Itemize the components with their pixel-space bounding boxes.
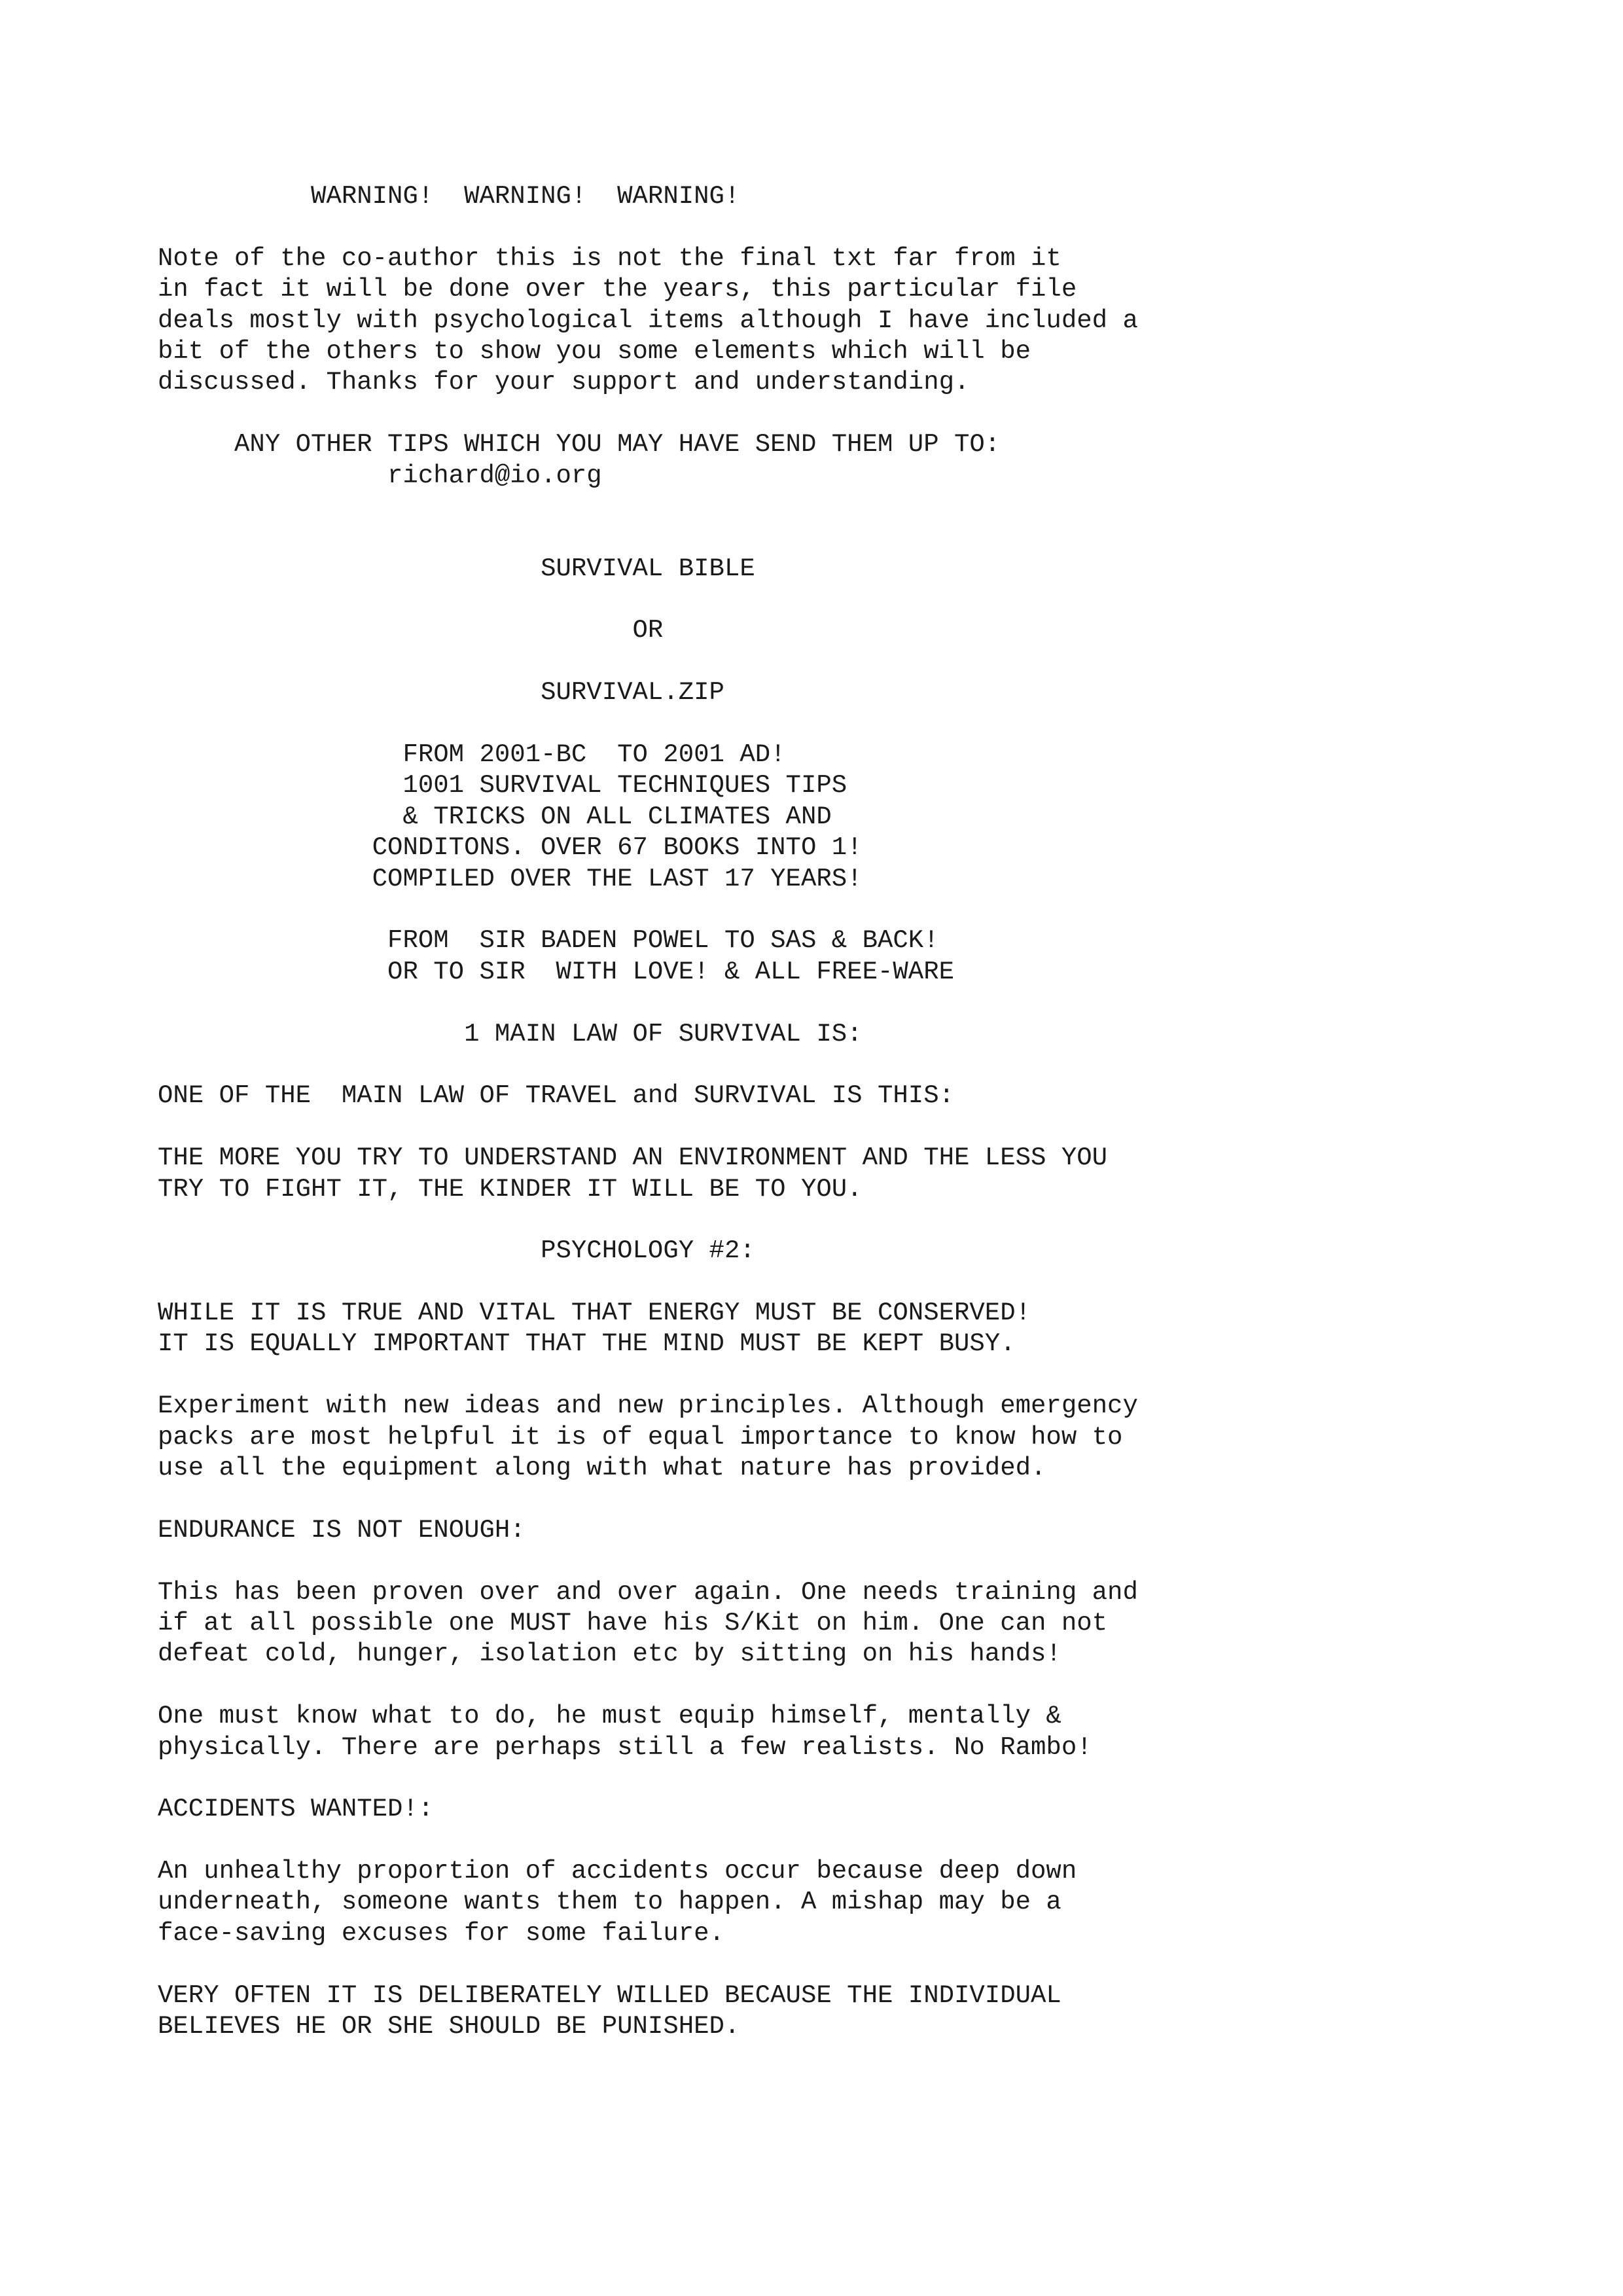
document-body xyxy=(158,181,1138,2042)
document-line xyxy=(158,1949,1138,1980)
document-line: THE MORE YOU TRY TO UNDERSTAND AN ENVIRONMENT AND THE LESS YOU xyxy=(158,1143,1108,1173)
document-line: COMPILED OVER THE LAST 17 YEARS! xyxy=(158,864,863,893)
document-line: OR xyxy=(158,616,664,645)
document-line: deals mostly with psychological items although I have included a xyxy=(158,306,1138,335)
document-line xyxy=(158,584,1138,615)
document-line xyxy=(158,1112,1138,1143)
document-line xyxy=(158,1360,1138,1391)
document-line xyxy=(158,1825,1138,1856)
document-line xyxy=(158,988,1138,1018)
document-line xyxy=(158,1670,1138,1701)
document-line xyxy=(158,1546,1138,1577)
document-line: PSYCHOLOGY #2: xyxy=(158,1236,755,1266)
document-line: An unhealthy proportion of accidents occur because deep down xyxy=(158,1857,1077,1886)
document-line xyxy=(158,1267,1138,1298)
document-line: TRY TO FIGHT IT, THE KINDER IT WILL BE TO YOU. xyxy=(158,1174,863,1204)
document-line xyxy=(158,647,1138,677)
document-line: 1001 SURVIVAL TECHNIQUES TIPS xyxy=(158,771,847,800)
document-line xyxy=(158,522,1138,553)
document-line: underneath, someone wants them to happen. A mishap may be a xyxy=(158,1888,1061,1917)
document-line: Note of the co-author this is not the final txt far from it xyxy=(158,243,1061,273)
document-line: if at all possible one MUST have his S/Kit on him. One can not xyxy=(158,1608,1108,1638)
document-line: in fact it will be done over the years, this particular file xyxy=(158,275,1077,304)
document-line: CONDITONS. OVER 67 BOOKS INTO 1! xyxy=(158,833,863,863)
document-line: use all the equipment along with what nature has provided. xyxy=(158,1454,1046,1483)
document-line: WARNING! WARNING! WARNING! xyxy=(158,182,740,211)
document-line: 1 MAIN LAW OF SURVIVAL IS: xyxy=(158,1019,863,1049)
document-line: ANY OTHER TIPS WHICH YOU MAY HAVE SEND THEM UP TO: xyxy=(158,430,1001,459)
document-line: ENDURANCE IS NOT ENOUGH: xyxy=(158,1515,526,1545)
document-line xyxy=(158,1205,1138,1236)
document-line xyxy=(158,212,1138,243)
document-line: FROM 2001-BC TO 2001 AD! xyxy=(158,740,786,770)
document-line xyxy=(158,1484,1138,1515)
document-line: face-saving excuses for some failure. xyxy=(158,1918,724,1948)
document-line: Experiment with new ideas and new principles. Although emergency xyxy=(158,1391,1138,1421)
document-line: & TRICKS ON ALL CLIMATES AND xyxy=(158,802,832,831)
document-line: IT IS EQUALLY IMPORTANT THAT THE MIND MUST BE KEPT BUSY. xyxy=(158,1329,1016,1359)
document-line: ACCIDENTS WANTED!: xyxy=(158,1795,434,1824)
document-line: ONE OF THE MAIN LAW OF TRAVEL and SURVIVAL IS THIS: xyxy=(158,1081,954,1111)
document-line: packs are most helpful it is of equal importance to know how to xyxy=(158,1422,1123,1452)
document-line xyxy=(158,1763,1138,1794)
document-line: This has been proven over and over again. One needs training and xyxy=(158,1577,1138,1607)
document-line xyxy=(158,1050,1138,1081)
document-line: FROM SIR BADEN POWEL TO SAS & BACK! xyxy=(158,926,939,956)
document-line: SURVIVAL.ZIP xyxy=(158,678,724,708)
document-line: VERY OFTEN IT IS DELIBERATELY WILLED BECAUSE THE INDIVIDUAL xyxy=(158,1981,1061,2010)
document-line: discussed. Thanks for your support and understanding. xyxy=(158,368,970,397)
document-line xyxy=(158,492,1138,522)
document-line xyxy=(158,895,1138,925)
document-line: BELIEVES HE OR SHE SHOULD BE PUNISHED. xyxy=(158,2012,740,2041)
document-line: OR TO SIR WITH LOVE! & ALL FREE-WARE xyxy=(158,957,954,986)
document-line: One must know what to do, he must equip himself, mentally & xyxy=(158,1702,1061,1731)
document-line xyxy=(158,709,1138,740)
document-line: bit of the others to show you some elements which will be xyxy=(158,336,1031,366)
document-line: physically. There are perhaps still a few realists. No Rambo! xyxy=(158,1732,1092,1762)
document-line: richard@io.org xyxy=(158,461,602,490)
document-line: SURVIVAL BIBLE xyxy=(158,554,755,583)
document-line: defeat cold, hunger, isolation etc by sitting on his hands! xyxy=(158,1640,1061,1669)
document-line xyxy=(158,399,1138,429)
document-line: WHILE IT IS TRUE AND VITAL THAT ENERGY MUST BE CONSERVED! xyxy=(158,1299,1031,1328)
